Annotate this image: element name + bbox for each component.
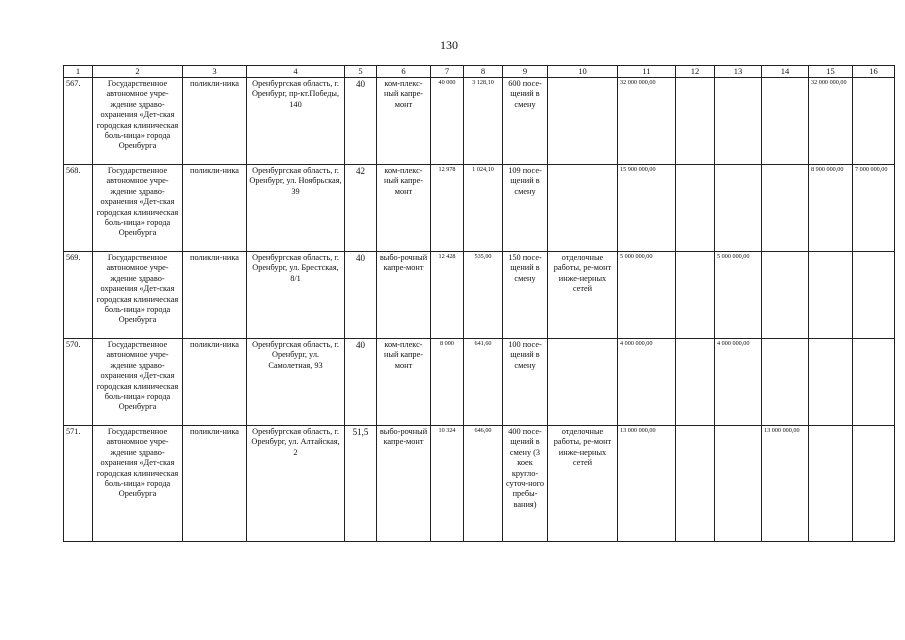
col8-value: 535,00: [464, 252, 503, 339]
column-header: 4: [247, 66, 345, 78]
total-cost: 4 000 000,00: [618, 339, 676, 426]
total-cost: 32 000 000,00: [618, 78, 676, 165]
total-cost: 5 000 000,00: [618, 252, 676, 339]
budget-table: [63, 65, 895, 542]
col15-value: [809, 252, 853, 339]
col13-value: 5 000 000,00: [715, 252, 762, 339]
col12-value: [676, 252, 715, 339]
column-header: 14: [762, 66, 809, 78]
institution-name: Государственное автономное учре-ждение здраво-охранения «Дет-ская городская клиническая боль-ница» города Оренбурга: [93, 78, 183, 165]
facility-type: поликли-ника: [183, 339, 247, 426]
repair-type: ком-плекс-ный капре-монт: [377, 339, 431, 426]
institution-name: Государственное автономное учре-ждение здраво-охранения «Дет-ская городская клиническая боль-ница» города Оренбурга: [93, 426, 183, 542]
col14-value: [762, 165, 809, 252]
page-number: 130: [440, 38, 458, 52]
row-number: 570.: [64, 339, 93, 426]
col7-value: 40 000: [431, 78, 464, 165]
works-description: [548, 165, 618, 252]
facility-address: Оренбургская область, г. Оренбург, ул. Брестская, 8/1: [247, 252, 345, 339]
row-number: 571.: [64, 426, 93, 542]
column-header: 13: [715, 66, 762, 78]
header-row: [64, 66, 895, 78]
col14-value: [762, 78, 809, 165]
col13-value: [715, 78, 762, 165]
facility-type: поликли-ника: [183, 165, 247, 252]
capacity: 400 посе-щений в смену (3 коек кругло-суточ-ного пребы-вания): [503, 426, 548, 542]
works-description: отделочные работы, ре-монт инже-нерных сетей: [548, 252, 618, 339]
area-value: 51,5: [345, 426, 377, 542]
facility-type: поликли-ника: [183, 78, 247, 165]
facility-type: поликли-ника: [183, 426, 247, 542]
works-description: [548, 339, 618, 426]
total-cost: 15 900 000,00: [618, 165, 676, 252]
column-header: 3: [183, 66, 247, 78]
institution-name: Государственное автономное учре-ждение здраво-охранения «Дет-ская городская клиническая боль-ница» города Оренбурга: [93, 339, 183, 426]
column-header: 8: [464, 66, 503, 78]
table-row: [64, 339, 895, 426]
works-description: [548, 78, 618, 165]
col7-value: 12 978: [431, 165, 464, 252]
column-header: 7: [431, 66, 464, 78]
col8-value: 641,60: [464, 339, 503, 426]
table-row: [64, 426, 895, 542]
area-value: 40: [345, 339, 377, 426]
facility-address: Оренбургская область, г. Оренбург, ул. Ноябрьская, 39: [247, 165, 345, 252]
capacity: 109 посе-щений в смену: [503, 165, 548, 252]
table-row: [64, 78, 895, 165]
column-header: 15: [809, 66, 853, 78]
works-description: отделочные работы, ре-монт инже-нерных сетей: [548, 426, 618, 542]
col16-value: 7 000 000,00: [853, 165, 895, 252]
repair-type: выбо-рочный капре-монт: [377, 426, 431, 542]
col12-value: [676, 339, 715, 426]
column-header: 6: [377, 66, 431, 78]
col7-value: 10 324: [431, 426, 464, 542]
row-number: 568.: [64, 165, 93, 252]
col15-value: [809, 339, 853, 426]
col16-value: [853, 252, 895, 339]
total-cost: 13 000 000,00: [618, 426, 676, 542]
col16-value: [853, 339, 895, 426]
column-header: 5: [345, 66, 377, 78]
area-value: 42: [345, 165, 377, 252]
col12-value: [676, 78, 715, 165]
col8-value: 1 024,10: [464, 165, 503, 252]
col14-value: [762, 252, 809, 339]
row-number: 569.: [64, 252, 93, 339]
col13-value: [715, 426, 762, 542]
col15-value: 32 000 000,00: [809, 78, 853, 165]
col16-value: [853, 78, 895, 165]
column-header: 11: [618, 66, 676, 78]
table-row: [64, 252, 895, 339]
column-header: 12: [676, 66, 715, 78]
facility-address: Оренбургская область, г. Оренбург, пр-кт.Победы, 140: [247, 78, 345, 165]
area-value: 40: [345, 78, 377, 165]
repair-type: ком-плекс-ный капре-монт: [377, 165, 431, 252]
column-header: 1: [64, 66, 93, 78]
row-number: 567.: [64, 78, 93, 165]
col8-value: 646,00: [464, 426, 503, 542]
capacity: 150 посе-щений в смену: [503, 252, 548, 339]
col14-value: [762, 339, 809, 426]
column-header: 10: [548, 66, 618, 78]
col14-value: 13 000 000,00: [762, 426, 809, 542]
column-header: 9: [503, 66, 548, 78]
facility-address: Оренбургская область, г. Оренбург, ул. Алтайская, 2: [247, 426, 345, 542]
col8-value: 3 128,10: [464, 78, 503, 165]
area-value: 40: [345, 252, 377, 339]
col12-value: [676, 165, 715, 252]
institution-name: Государственное автономное учре-ждение здраво-охранения «Дет-ская городская клиническая боль-ница» города Оренбурга: [93, 252, 183, 339]
col13-value: 4 000 000,00: [715, 339, 762, 426]
column-header: 16: [853, 66, 895, 78]
col7-value: 12 428: [431, 252, 464, 339]
capacity: 600 посе-щений в смену: [503, 78, 548, 165]
column-header: 2: [93, 66, 183, 78]
capacity: 100 посе-щений в смену: [503, 339, 548, 426]
table-row: [64, 165, 895, 252]
col15-value: 8 900 000,00: [809, 165, 853, 252]
col16-value: [853, 426, 895, 542]
facility-type: поликли-ника: [183, 252, 247, 339]
repair-type: ком-плекс-ный капре-монт: [377, 78, 431, 165]
col15-value: [809, 426, 853, 542]
col7-value: 8 000: [431, 339, 464, 426]
facility-address: Оренбургская область, г. Оренбург, ул. Самолетная, 93: [247, 339, 345, 426]
col13-value: [715, 165, 762, 252]
institution-name: Государственное автономное учре-ждение здраво-охранения «Дет-ская городская клиническая боль-ница» города Оренбурга: [93, 165, 183, 252]
repair-type: выбо-рочный капре-монт: [377, 252, 431, 339]
col12-value: [676, 426, 715, 542]
